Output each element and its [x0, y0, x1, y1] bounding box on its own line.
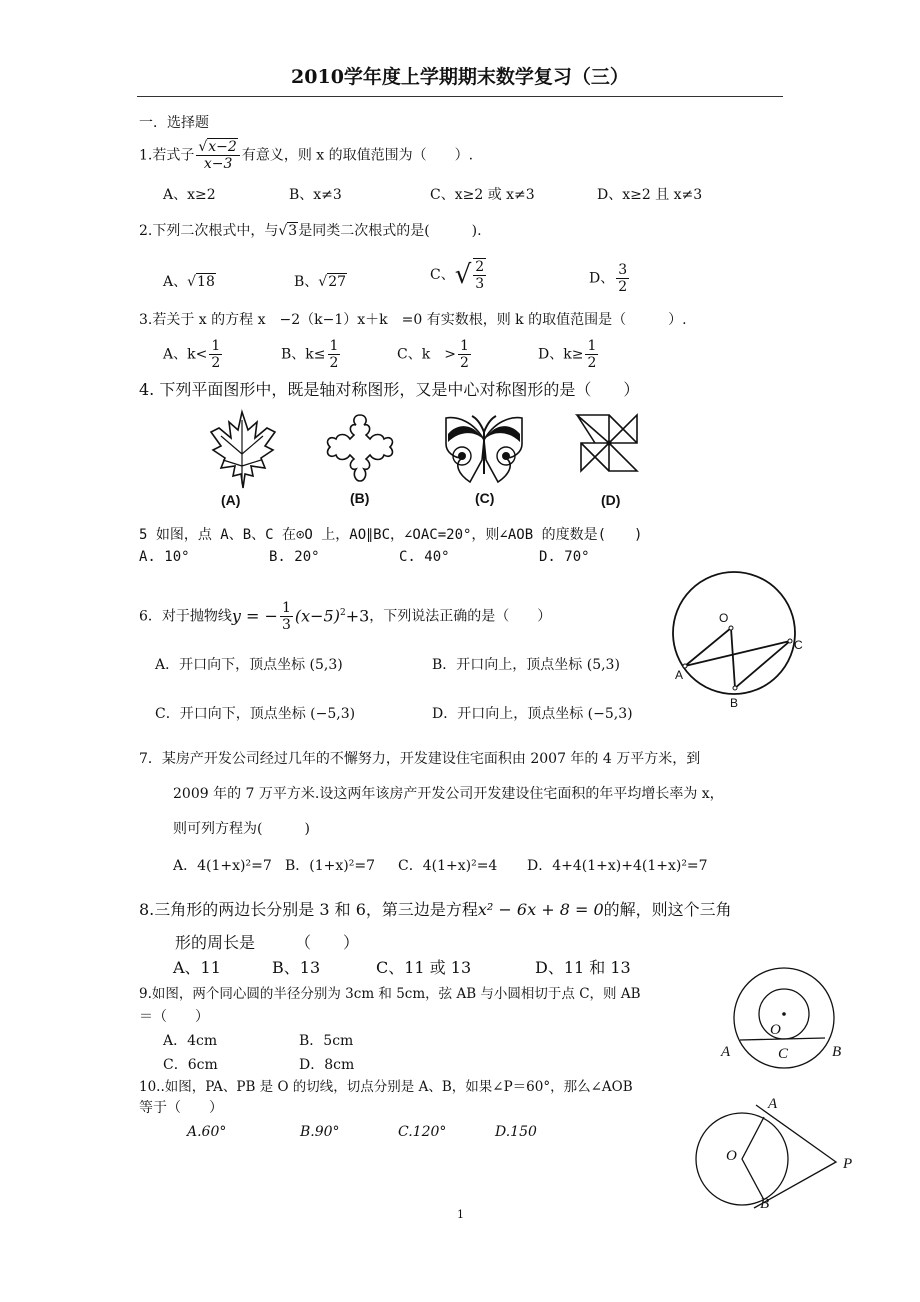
- q2-option-d-label: D、: [589, 270, 615, 287]
- q1-option-b[interactable]: B、x≠3: [289, 187, 342, 203]
- q8-option-c[interactable]: C、11 或 13: [376, 958, 472, 977]
- q7-option-b[interactable]: B．(1+x)²=7: [285, 858, 375, 874]
- maple-leaf-outline: [211, 412, 275, 488]
- q5-option-b[interactable]: B. 20°: [269, 549, 320, 565]
- q2-option-d-num: 3: [618, 262, 628, 278]
- q2-option-d[interactable]: [589, 262, 631, 295]
- q8-option-b[interactable]: B、13: [272, 958, 321, 977]
- chord-ab: [740, 1038, 825, 1040]
- section-heading: 一．选择题: [139, 115, 209, 131]
- q10-label-a: A: [768, 1096, 778, 1112]
- q3-option-b-num: 1: [329, 338, 339, 354]
- q3-option-c-den: 2: [459, 355, 469, 371]
- question-9-line-2: ＝（ ）: [139, 1009, 209, 1025]
- q9-label-a: A: [721, 1044, 731, 1060]
- q3-option-a-label: A、k<: [163, 346, 208, 363]
- question-7-line-1: 7．某房产开发公司经过几年的不懈努力，开发建设住宅面积由 2007 年的 4 万平方米，到: [139, 751, 701, 767]
- question-7-line-2: 2009 年的 7 万平方米.设这两年该房产开发公司开发建设住宅面积的年平均增长率为 x，: [173, 786, 724, 802]
- q3-option-d[interactable]: [538, 338, 600, 371]
- q10-label-p: P: [843, 1156, 853, 1172]
- q10-label-o: O: [726, 1148, 737, 1164]
- q3-option-d-den: 2: [587, 355, 597, 371]
- q8-prefix: 8.三角形的两边长分别是 3 和 6，第三边是方程: [139, 900, 478, 919]
- q1-prefix: 1.若式子: [139, 147, 195, 164]
- q5-label-b: B: [730, 696, 739, 710]
- q10-label-b: B: [760, 1196, 770, 1212]
- q9-label-o: O: [770, 1022, 781, 1038]
- q8-equation: x² − 6x + 8 = 0: [477, 900, 604, 919]
- q7-option-d[interactable]: D．4+4(1+x)+4(1+x)²=7: [527, 858, 708, 874]
- q10-option-d[interactable]: D.150: [495, 1124, 537, 1140]
- q6-option-b[interactable]: B．开口向上，顶点坐标 (5,3): [432, 657, 620, 673]
- q2-suffix: 是同类二次根式的是( ).: [298, 223, 482, 239]
- q2-option-c-fraction: [473, 258, 486, 292]
- page-number: 1: [457, 1208, 464, 1221]
- q6-option-c[interactable]: C．开口向下，顶点坐标 (−5,3): [155, 706, 356, 722]
- q1-denominator: x−3: [203, 156, 233, 172]
- q6-option-d[interactable]: D．开口向上，顶点坐标 (−5,3): [432, 706, 633, 722]
- sqrt-sign: √: [454, 260, 472, 290]
- q1-fraction: [196, 139, 239, 172]
- q6-eq-lhs: y: [231, 606, 241, 626]
- question-8-line-2: 形的周长是 （ ）: [175, 933, 360, 952]
- figure-label-b: (B): [350, 490, 370, 506]
- q3-option-b-fraction: [328, 338, 341, 371]
- q2-option-a-label: A、: [163, 274, 188, 290]
- tangent-lines: [742, 1105, 836, 1208]
- q6-prefix: 6．对于抛物线: [139, 608, 232, 625]
- q8-suffix: 的解，则这个三角: [603, 900, 732, 919]
- q6-eq-den: 3: [281, 617, 291, 633]
- figure-label-a: (A): [221, 492, 241, 508]
- q3-option-d-num: 1: [587, 338, 597, 354]
- q10-option-c[interactable]: C.120°: [398, 1124, 447, 1140]
- q3-option-a-num: 1: [211, 338, 221, 354]
- q1-suffix: 有意义，则 x 的取值范围为（ ）.: [241, 147, 474, 164]
- pinwheel-center: [607, 441, 612, 446]
- q3-option-c-num: 1: [459, 338, 469, 354]
- q2-option-b[interactable]: [294, 273, 347, 291]
- page-title: 2010学年度上学期期末数学复习（三）: [291, 66, 629, 88]
- title-underline: [137, 96, 783, 97]
- q2-option-b-radicand: 27: [328, 274, 347, 290]
- q9-label-b: B: [832, 1044, 842, 1060]
- question-10-line-1: 10..如图，PA、PB 是 O 的切线，切点分别是 A、B，如果∠P＝60°，那么∠AOB: [139, 1079, 633, 1095]
- q3-option-b[interactable]: [281, 338, 342, 371]
- q9-label-c: C: [778, 1046, 789, 1062]
- q2-radicand: 3: [288, 223, 298, 239]
- q8-option-a[interactable]: A、11: [173, 958, 221, 977]
- q6-eq-sign: = −: [240, 606, 278, 626]
- q1-option-a[interactable]: A、x≥2: [163, 187, 216, 203]
- q3-option-a-fraction: [209, 338, 222, 371]
- q6-eq-tail: +3: [345, 606, 370, 626]
- butterfly-body: [472, 416, 496, 474]
- q6-fraction: [280, 600, 293, 633]
- sqrt-sign: √27: [318, 274, 347, 290]
- circle-figure-q5: [668, 578, 800, 696]
- q9-option-d[interactable]: D．8cm: [299, 1057, 355, 1073]
- q3-option-b-den: 2: [329, 355, 339, 371]
- q2-option-b-label: B、: [294, 274, 319, 290]
- q10-option-a[interactable]: A.60°: [187, 1124, 227, 1140]
- q8-option-d[interactable]: D、11 和 13: [535, 958, 631, 977]
- question-1: [139, 139, 473, 172]
- question-7-line-3: 则可列方程为( ): [173, 821, 310, 837]
- q1-option-c[interactable]: C、x≥2 或 x≠3: [430, 187, 535, 203]
- q3-option-a-den: 2: [211, 355, 221, 371]
- q2-option-c-label: C、: [430, 267, 455, 283]
- q3-option-a[interactable]: [163, 338, 224, 371]
- question-3: 3.若关于 x 的方程 x −2（k−1）x＋k =0 有实数根，则 k 的取值范围是（ ）.: [139, 312, 687, 328]
- q6-eq-rest: (x−5): [294, 606, 340, 626]
- q6-suffix: ，下列说法正确的是（ ）: [369, 608, 552, 625]
- q9-option-c[interactable]: C．6cm: [163, 1057, 218, 1073]
- q7-option-a[interactable]: A．4(1+x)²=7: [173, 858, 272, 874]
- figure-label-d: (D): [601, 492, 621, 508]
- question-6: [139, 600, 551, 633]
- snowflake-outline: [328, 415, 393, 481]
- maple-leaf-figure: [195, 410, 290, 490]
- q3-option-c[interactable]: [397, 338, 473, 371]
- q2-option-d-den: 2: [618, 279, 628, 295]
- q5-label-a: A: [675, 668, 684, 682]
- q2-option-c[interactable]: [430, 258, 488, 292]
- pinwheel-figure: [575, 413, 643, 473]
- q5-label-c: C: [794, 638, 803, 652]
- q5-option-c[interactable]: C. 40°: [399, 549, 450, 565]
- q2-option-c-num: 2: [475, 259, 485, 275]
- question-2: [139, 222, 482, 240]
- q3-option-b-label: B、k≤: [281, 346, 326, 363]
- sqrt-sign: √18: [187, 274, 215, 290]
- q7-option-c[interactable]: C．4(1+x)²=4: [398, 858, 498, 874]
- q2-option-a-radicand: 18: [197, 274, 215, 290]
- q1-option-d[interactable]: D、x≥2 且 x≠3: [597, 187, 703, 203]
- q3-option-c-label: C、k >: [397, 346, 456, 363]
- question-8-line-1: [139, 900, 732, 920]
- sqrt-sign: √3: [278, 223, 298, 239]
- q5-option-a[interactable]: A. 10°: [139, 549, 190, 565]
- q2-prefix: 2.下列二次根式中，与: [139, 223, 279, 239]
- question-10-line-2: 等于（ ）: [139, 1100, 223, 1116]
- q1-numerator: x−2: [208, 139, 237, 155]
- sqrt-sign: √x−2: [198, 139, 237, 155]
- tangent-circle-figure: [690, 1100, 853, 1210]
- q10-option-b[interactable]: B.90°: [300, 1124, 340, 1140]
- q5-option-d[interactable]: D. 70°: [539, 549, 590, 565]
- q6-option-a[interactable]: A．开口向下，顶点坐标 (5,3): [155, 657, 343, 673]
- butterfly-figure: [444, 412, 524, 484]
- q9-option-b[interactable]: B．5cm: [299, 1033, 354, 1049]
- question-4: 4. 下列平面图形中，既是轴对称图形，又是中心对称图形的是（ ）: [139, 380, 640, 399]
- q3-option-c-fraction: [458, 338, 471, 371]
- question-5: 5 如图，点 A、B、C 在⊙O 上，AO∥BC，∠OAC=20°，则∠AOB 的度数是( ): [139, 527, 643, 543]
- q3-option-d-fraction: [585, 338, 598, 371]
- figure-label-c: (C): [475, 490, 495, 506]
- center-dot: [782, 1012, 786, 1016]
- q6-eq-exponent: 2: [339, 607, 346, 618]
- q6-eq-num: 1: [281, 600, 291, 616]
- question-9-line-1: 9.如图，两个同心圆的半径分别为 3cm 和 5cm，弦 AB 与小圆相切于点 C，则 AB: [139, 986, 641, 1002]
- q2-option-c-den: 3: [475, 276, 485, 292]
- q2-option-a[interactable]: [163, 273, 216, 291]
- q3-option-d-label: D、k≥: [538, 346, 584, 363]
- q2-option-d-fraction: [616, 262, 629, 295]
- q5-label-o: O: [719, 611, 729, 625]
- snowflake-figure: [324, 413, 396, 483]
- q9-option-a[interactable]: A．4cm: [163, 1033, 218, 1049]
